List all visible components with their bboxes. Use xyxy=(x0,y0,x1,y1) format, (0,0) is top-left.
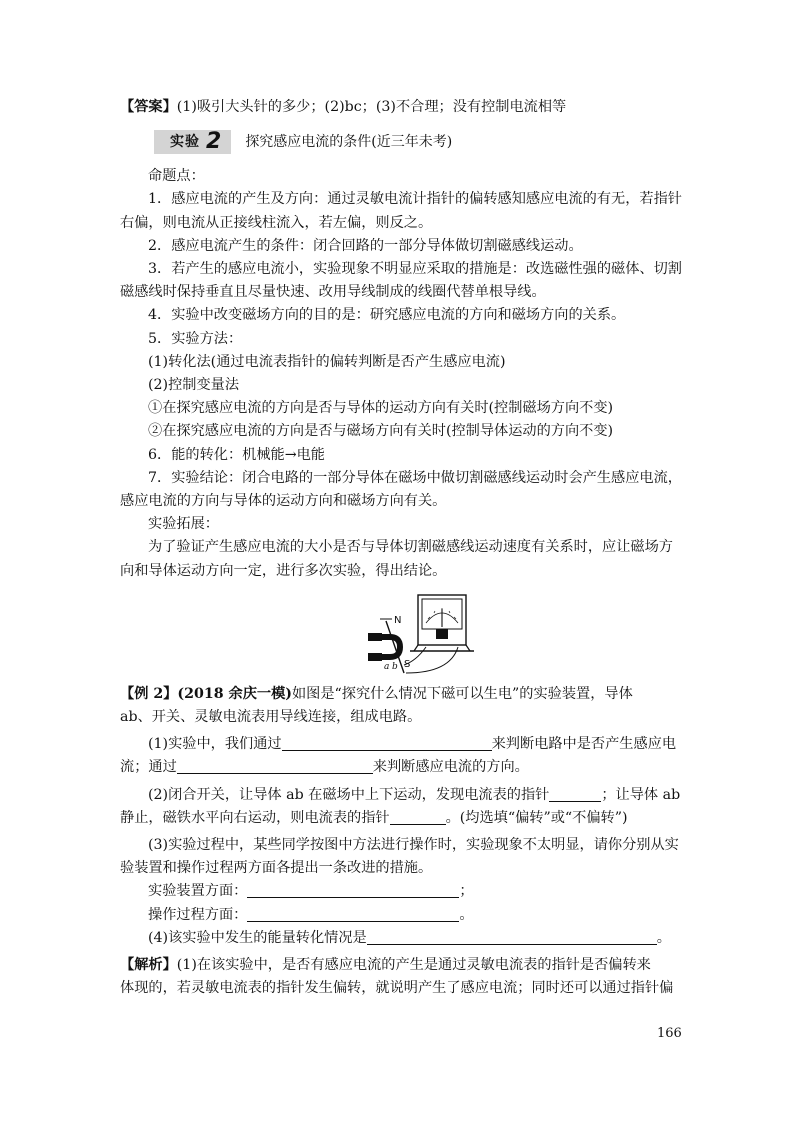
galvanometer-core xyxy=(436,629,448,639)
question-3-line-2: 验装置和操作过程两方面各提出一条改进的措施。 xyxy=(120,860,433,877)
example-source: (2018 余庆一模) xyxy=(177,685,292,702)
point-5: 5．实验方法： xyxy=(148,330,243,347)
label-s: S xyxy=(404,658,411,670)
question-2-text-a: (2)闭合开关，让导体 ab 在磁场中上下运动，发现电流表的指针 xyxy=(148,786,550,803)
question-3-line-1: (3)实验过程中，某些同学按图中方法进行操作时，实验现象不太明显，请你分别从实 xyxy=(148,837,679,854)
page-content xyxy=(120,96,686,1001)
point-6: 6．能的转化：机械能→电能 xyxy=(148,446,325,463)
example-line-1 xyxy=(120,683,686,706)
question-1-line-2 xyxy=(120,756,686,779)
question-3-operation-label: 操作过程方面： xyxy=(148,906,248,923)
question-3-device-end: ； xyxy=(459,883,474,900)
analysis-text-1: (1)在该实验中，是否有感应电流的产生是通过灵敏电流表的指针是否偏转来 xyxy=(176,957,651,974)
experiment-badge xyxy=(154,130,231,154)
experiment-number: 2 xyxy=(206,129,222,155)
extension-heading: 实验拓展： xyxy=(148,516,219,533)
answer-blank-1[interactable] xyxy=(282,734,492,751)
question-1-text-a: (1)实验中，我们通过 xyxy=(148,736,282,753)
question-2-text-d: 。(均选填“偏转”或“不偏转”) xyxy=(445,809,628,826)
analysis-line-1 xyxy=(120,954,686,977)
question-3-device-line xyxy=(120,880,686,903)
analysis-tag: 【解析】 xyxy=(120,957,177,974)
question-3-operation-end: 。 xyxy=(459,906,474,923)
question-3-device-label: 实验装置方面： xyxy=(148,883,248,900)
point-1-line-2: 右偏，则电流从正接线柱流入，若左偏，则反之。 xyxy=(120,214,433,231)
point-4: 4．实验中改变磁场方向的目的是：研究感应电流的方向和磁场方向的关系。 xyxy=(148,307,626,324)
label-n: N xyxy=(394,614,402,626)
question-2-text-c: 静止，磁铁水平向右运动，则电流表的指针 xyxy=(120,809,390,826)
example-intro-line-1: 如图是“探究什么情况下磁可以生电”的实验装置，导体 xyxy=(291,685,633,702)
point-5-b-1: ①在探究感应电流的方向是否与导体的运动方向有关时(控制磁场方向不变) xyxy=(148,400,614,417)
analysis-line-2: 体现的，若灵敏电流表的指针发生偏转，就说明产生了感应电流；同时还可以通过指针偏 xyxy=(120,980,674,997)
experiment-title: 探究感应电流的条件(近三年未考) xyxy=(245,133,453,150)
answer-line xyxy=(120,96,686,119)
question-2-line-2 xyxy=(120,807,686,830)
points-heading: 命题点： xyxy=(148,168,205,185)
answer-text: (1)吸引大头针的多少；(2)bc；(3)不合理；没有控制电流相等 xyxy=(176,99,567,115)
point-7-line-1: 7．实验结论：闭合电路的一部分导体在磁场中做切割磁感线运动时会产生感应电流， xyxy=(148,469,682,486)
answer-blank-3[interactable] xyxy=(549,785,601,802)
answer-blank-6[interactable] xyxy=(247,905,459,922)
answer-blank-4[interactable] xyxy=(390,808,446,825)
point-5-b: (2)控制变量法 xyxy=(148,377,240,394)
question-3-operation-line xyxy=(120,904,686,927)
page-number: 166 xyxy=(657,1026,682,1041)
experiment-label: 实验 xyxy=(170,133,200,150)
question-1-line-1 xyxy=(120,733,686,756)
extension-line-1: 为了验证产生感应电流的大小是否与导体切割磁感线运动速度有关系时，应让磁场方 xyxy=(148,539,673,556)
label-a: a xyxy=(384,661,390,672)
answer-blank-5[interactable] xyxy=(247,881,459,898)
experiment-header xyxy=(120,127,686,157)
apparatus-illustration xyxy=(366,589,476,675)
extension-line-2: 向和导体运动方向一定，进行多次实验，得出结论。 xyxy=(120,562,447,579)
point-1-line-1: 1．感应电流的产生及方向：通过灵敏电流计指针的偏转感知感应电流的有无，若指针 xyxy=(148,191,682,208)
example-intro-line-2: ab、开关、灵敏电流表用导线连接，组成电路。 xyxy=(120,709,422,726)
point-2: 2．感应电流产生的条件：闭合回路的一部分导体做切割磁感线运动。 xyxy=(148,237,583,254)
question-4-end: 。 xyxy=(656,929,671,946)
question-1-text-d: 来判断感应电流的方向。 xyxy=(372,759,529,776)
question-4-line xyxy=(120,927,686,950)
point-3-line-2: 磁感线时保持垂直且尽量快速、改用导线制成的线圈代替单根导线。 xyxy=(120,284,546,301)
answer-blank-7[interactable] xyxy=(367,928,657,945)
apparatus-figure xyxy=(120,589,686,675)
answer-tag: 【答案】 xyxy=(120,99,177,115)
question-1-text-b: 来判断电路中是否产生感应电 xyxy=(491,736,677,753)
question-2-line-1 xyxy=(120,784,686,807)
question-2-text-b: ；让导体 ab xyxy=(601,786,681,803)
label-b: b xyxy=(392,661,398,672)
point-5-a: (1)转化法(通过电流表指针的偏转判断是否产生感应电流) xyxy=(148,353,506,370)
point-3-line-1: 3．若产生的感应电流小，实验现象不明显应采取的措施是：改选磁性强的磁体、切割 xyxy=(148,261,682,278)
question-1-text-c: 流；通过 xyxy=(120,759,177,776)
example-tag: 【例 2】 xyxy=(120,685,178,702)
point-5-b-2: ②在探究感应电流的方向是否与磁场方向有关时(控制导体运动的方向不变) xyxy=(148,423,614,440)
point-7-line-2: 感应电流的方向与导体的运动方向和磁场方向有关。 xyxy=(120,493,447,510)
answer-blank-2[interactable] xyxy=(177,757,373,774)
question-4-text: (4)该实验中发生的能量转化情况是 xyxy=(148,929,367,946)
